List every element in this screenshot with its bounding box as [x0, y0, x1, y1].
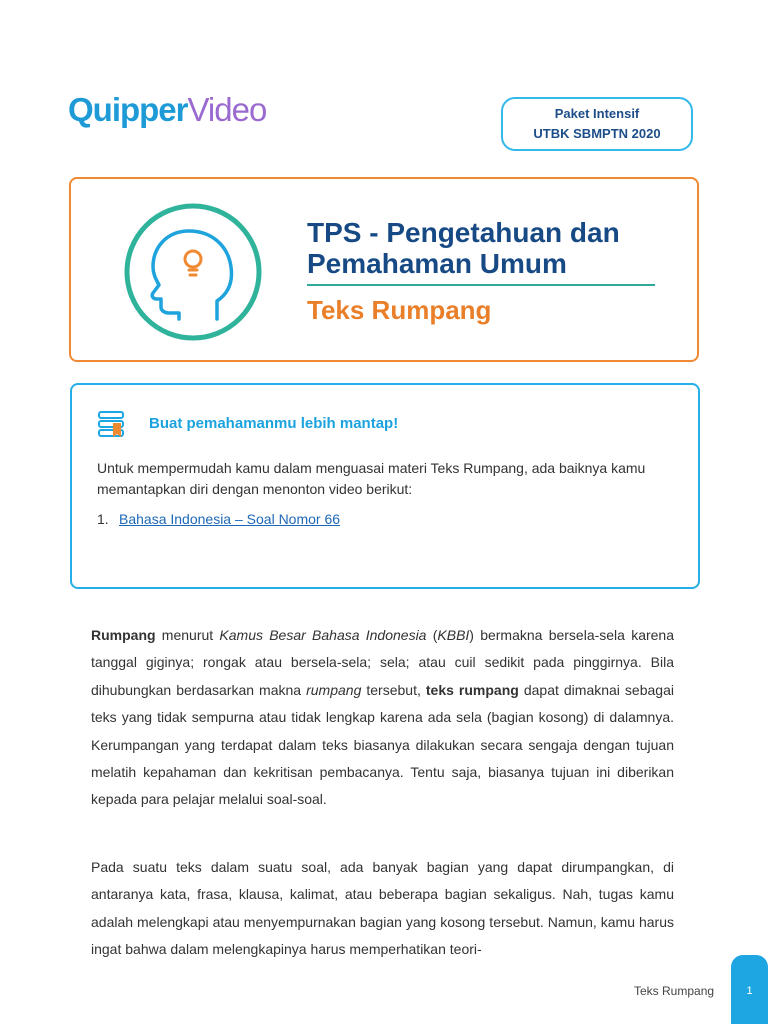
head-lightbulb-icon — [117, 201, 269, 343]
quipper-video-logo — [68, 88, 266, 132]
video-link[interactable]: Bahasa Indonesia – Soal Nomor 66 — [119, 511, 341, 527]
page-number: 1 — [731, 955, 768, 1024]
page-title: TPS - Pengetahuan dan Pemahaman Umum — [307, 217, 620, 279]
list-item — [97, 509, 340, 530]
p1-text-2: ( — [426, 627, 438, 643]
term-rumpang: Rumpang — [91, 627, 156, 643]
word-rumpang: rumpang — [306, 681, 362, 698]
paragraph-2: Pada suatu teks dalam suatu soal, ada banyak bagian yang dapat dirumpangkan, di antaranya kata, frasa, klausa, kalimat, atau beberapa bagian sekaligus. Nah, tugas kamu adalah melengkapi atau menyempurnakan bagian yang kosong tersebut. Namun, kamu harus ingat bahwa dalam melengkapinya harus memperhatikan teori- — [91, 859, 674, 958]
title-divider — [307, 284, 655, 286]
p1-text-1: menurut — [155, 627, 220, 643]
info-text: Untuk mempermudah kamu dalam menguasai materi Teks Rumpang, ada baiknya kamu memantapkan diri dengan menonton video berikut: — [97, 460, 646, 497]
logo-video: Video — [187, 91, 267, 128]
paragraph-1 — [91, 622, 674, 814]
info-card — [70, 383, 700, 589]
p1-text-4: tersebut, — [361, 681, 426, 698]
list-number: 1. — [97, 511, 109, 527]
footer-label: Teks Rumpang — [634, 984, 715, 998]
p1-text-3: ) bermakna bersela-sela karena tanggal giginya; rongak atau bersela-sela; sela; atau cuil sedikit pada pinggirnya. Bila dihubungkan berdasarkan makna — [91, 627, 675, 698]
package-line1: Paket Intensif — [554, 106, 640, 121]
title-card — [69, 177, 699, 362]
kbbi-title: Kamus Besar Bahasa Indonesia — [219, 627, 427, 643]
kbbi-abbr: KBBI — [437, 627, 470, 643]
books-ribbon-icon — [97, 409, 131, 439]
logo-quipper: Quipper — [68, 91, 188, 128]
video-list — [97, 509, 340, 530]
term-teks-rumpang: teks rumpang — [425, 681, 519, 698]
p1-text-5: dapat dimaknai sebagai teks yang tidak sempurna atau tidak lengkap karena ada sela (bagian kosong) di dalamnya. Kerumpangan yang terdapat dalam teks biasanya dilakukan secara sengaja dengan tujuan melatih kepahaman dan kekritisan pembacanya. Tentu saja, biasanya tujuan ini diberikan kepada para pelajar melalui soal-soal. — [91, 681, 674, 808]
page-subtitle: Teks Rumpang — [307, 295, 492, 325]
info-heading: Buat pemahamanmu lebih mantap! — [149, 415, 399, 432]
package-line2: UTBK SBMPTN 2020 — [533, 126, 661, 141]
package-badge — [501, 97, 693, 151]
